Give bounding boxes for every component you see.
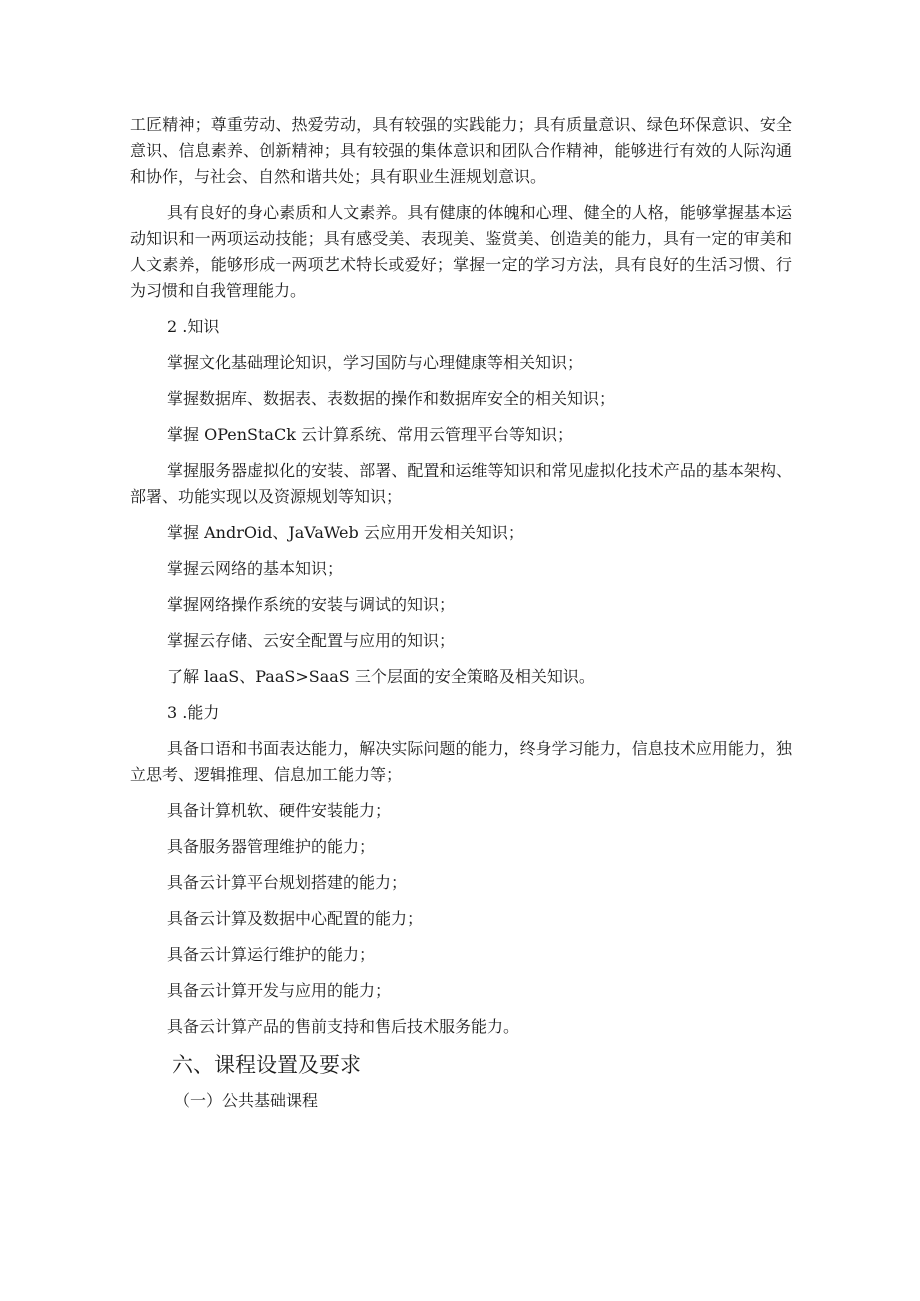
knowledge-item: 掌握网络操作系统的安装与调试的知识；: [167, 595, 456, 614]
ability-item: 具备云计算开发与应用的能力；: [167, 981, 392, 1000]
ability-item: 具备口语和书面表达能力，解决实际问题的能力，终身学习能力，信息技术应用能力，独立思考、逻辑推理、信息加工能力等；: [130, 739, 792, 784]
ability-item: 具备云计算平台规划搭建的能力；: [167, 873, 408, 892]
knowledge-item: 掌握云存储、云安全配置与应用的知识；: [167, 631, 456, 650]
knowledge-item: 掌握 OPenStaCk 云计算系统、常用云管理平台等知识；: [167, 425, 573, 444]
knowledge-item: 掌握 AndrOid、JaVaWeb 云应用开发相关知识；: [167, 523, 524, 542]
knowledge-item: 掌握云网络的基本知识；: [167, 559, 344, 578]
document-body: [130, 112, 792, 1114]
ability-item: 具备计算机软、硬件安装能力；: [167, 801, 392, 820]
subsection-heading: （一）公共基础课程: [174, 1091, 319, 1110]
knowledge-item: 掌握服务器虚拟化的安装、部署、配置和运维等知识和常见虚拟化技术产品的基本架构、部署、功能实现以及资源规划等知识；: [130, 461, 792, 506]
knowledge-heading: 2 .知识: [167, 317, 220, 336]
ability-item: 具备云计算产品的售前支持和售后技术服务能力。: [167, 1017, 520, 1036]
ability-item: 具备云计算运行维护的能力；: [167, 945, 376, 964]
paragraph-quality: 工匠精神；尊重劳动、热爱劳动，具有较强的实践能力；具有质量意识、绿色环保意识、安全意识、信息素养、创新精神；具有较强的集体意识和团队合作精神，能够进行有效的人际沟通和协作，与社会、自然和谐共处；具有职业生涯规划意识。: [130, 115, 792, 186]
knowledge-item: 掌握数据库、数据表、表数据的操作和数据库安全的相关知识；: [167, 389, 616, 408]
paragraph-physical-mental: 具有良好的身心素质和人文素养。具有健康的体魄和心理、健全的人格，能够掌握基本运动知识和一两项运动技能；具有感受美、表现美、鉴赏美、创造美的能力，具有一定的审美和人文素养，能够形成一两项艺术特长或爱好；掌握一定的学习方法，具有良好的生活习惯、行为习惯和自我管理能力。: [130, 203, 792, 300]
knowledge-item: 掌握文化基础理论知识，学习国防与心理健康等相关知识；: [167, 353, 584, 372]
ability-item: 具备云计算及数据中心配置的能力；: [167, 909, 424, 928]
ability-heading: 3 .能力: [167, 703, 220, 722]
ability-item: 具备服务器管理维护的能力；: [167, 837, 376, 856]
section-heading: 六、课程设置及要求: [172, 1053, 361, 1077]
knowledge-item: 了解 laaS、PaaS>SaaS 三个层面的安全策略及相关知识。: [167, 667, 595, 686]
